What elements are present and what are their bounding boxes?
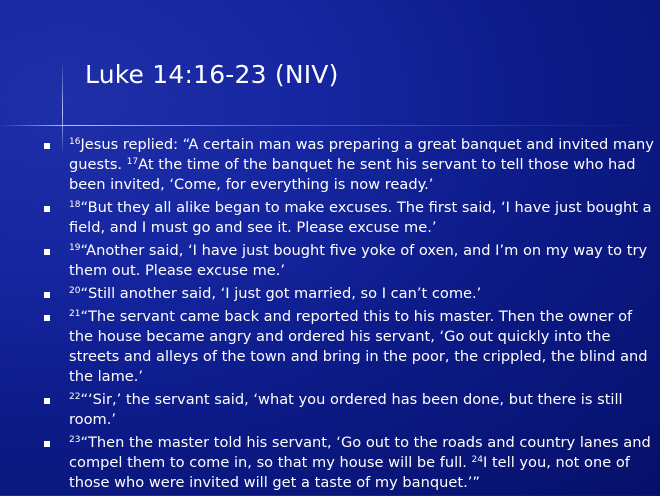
verse-item (44, 135, 656, 195)
verse-list (44, 135, 656, 496)
verse-number: 24 (471, 455, 483, 465)
verse-item (44, 241, 656, 281)
verse-number: 16 (69, 137, 81, 147)
square-bullet-icon (44, 143, 50, 149)
decorative-horizontal-light-line (0, 125, 660, 126)
square-bullet-icon (44, 315, 50, 321)
verse-text: “Still another said, ‘I just got married, so I can’t come.’ (80, 285, 482, 302)
verse-text: “Another said, ‘I have just bought five yoke of oxen, and I’m on my way to try them out. Please excuse me.’ (69, 242, 648, 279)
verse-item (44, 307, 656, 387)
verse-item (44, 433, 656, 493)
slide-title: Luke 14:16-23 (NIV) (85, 60, 339, 89)
square-bullet-icon (44, 292, 50, 298)
verse-text: “‘Sir,’ the servant said, ‘what you ordered has been done, but there is still room.’ (69, 391, 623, 428)
verse-text: At the time of the banquet he sent his servant to tell those who had been invited, ‘Come, for everything is now ready.’ (69, 156, 636, 193)
verse-item (44, 284, 656, 304)
square-bullet-icon (44, 398, 50, 404)
verse-item (44, 390, 656, 430)
verse-number: 17 (126, 157, 139, 167)
verse-number: 19 (69, 243, 81, 253)
verse-number: 20 (69, 286, 81, 296)
verse-text: “Then the master told his servant, ‘Go out to the roads and country lanes and compel them to come in, so that my house will be full. (69, 434, 651, 471)
verse-number: 18 (69, 200, 81, 210)
square-bullet-icon (44, 441, 50, 447)
verse-text: “The servant came back and reported this to his master. Then the owner of the house became angry and ordered his servant, ‘Go out quickly into the streets and alleys of the town and bring in the poor, the crippled, the blind and the lame.’ (69, 308, 648, 385)
verse-text: I tell you, not one of those who were invited will get a taste of my banquet.’” (69, 454, 630, 491)
verse-item (44, 198, 656, 238)
verse-number: 23 (69, 435, 81, 445)
square-bullet-icon (44, 249, 50, 255)
verse-number: 21 (69, 309, 81, 319)
square-bullet-icon (44, 206, 50, 212)
verse-text: “But they all alike began to make excuses. The first said, ‘I have just bought a field, and I must go and see it. Please excuse me.’ (69, 199, 652, 236)
verse-number: 22 (69, 392, 81, 402)
verse-text: Jesus replied: “A certain man was preparing a great banquet and invited many guests. (69, 136, 654, 173)
